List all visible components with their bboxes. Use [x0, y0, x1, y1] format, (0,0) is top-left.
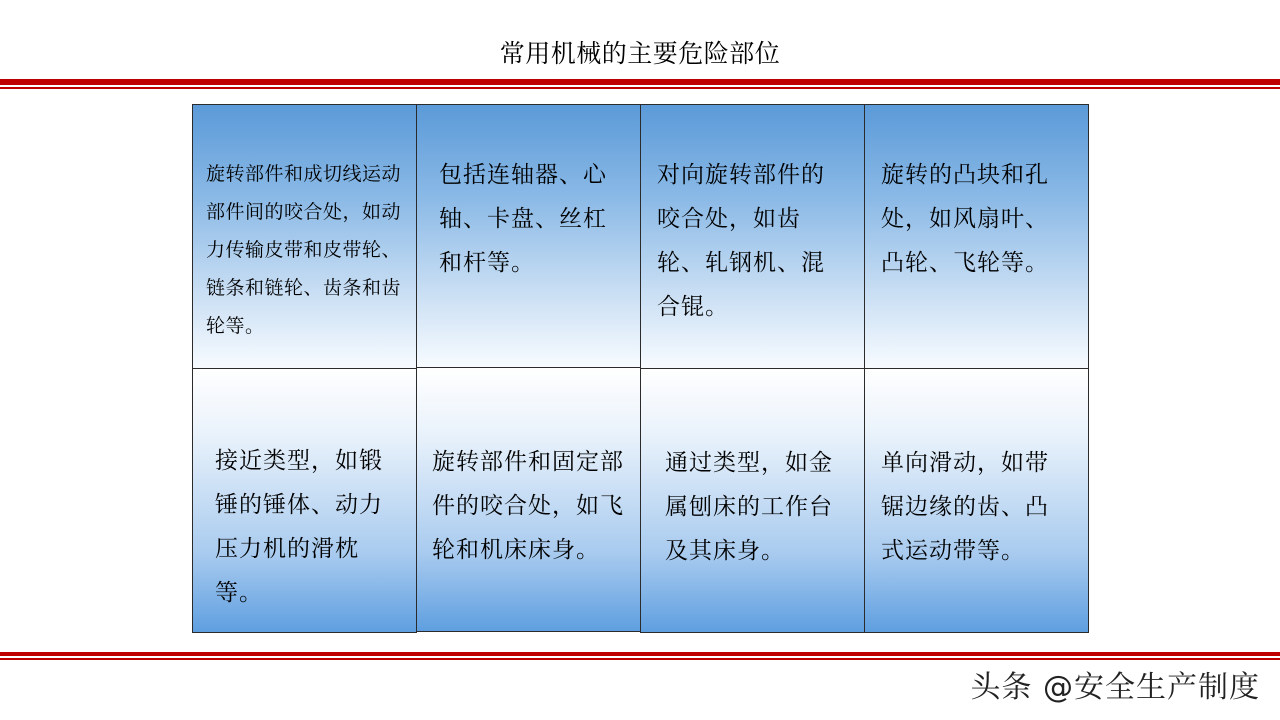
bottom-divider [0, 652, 1280, 660]
hazard-cell-8 [864, 368, 1089, 633]
hazard-cell-6 [416, 367, 641, 632]
hazard-cell-5 [192, 368, 417, 633]
hazard-cell-text: 旋转部件和固定部件的咬合处，如飞轮和机床床身。 [432, 449, 624, 563]
hazard-cell-4 [864, 104, 1089, 369]
hazard-cell-1 [192, 104, 417, 369]
hazard-cell-2 [416, 104, 641, 368]
source-watermark: 头条 @安全生产制度 [970, 670, 1260, 705]
hazard-cell-text: 包括连轴器、心轴、卡盘、丝杠和杆等。 [439, 162, 607, 276]
hazard-cell-7 [640, 368, 865, 633]
hazard-cell-3 [640, 104, 865, 369]
hazard-cell-text: 通过类型，如金属刨床的工作台及其床身。 [665, 450, 833, 564]
hazard-cell-text: 单向滑动，如带锯边缘的齿、凸式运动带等。 [881, 450, 1049, 564]
hazard-cell-text: 对向旋转部件的咬合处，如齿轮、轧钢机、混合锟。 [657, 162, 825, 320]
page-title: 常用机械的主要危险部位 [499, 39, 781, 68]
hazard-cell-text: 旋转的凸块和孔处，如风扇叶、凸轮、飞轮等。 [881, 162, 1049, 276]
hazard-cell-text: 接近类型，如锻锤的锤体、动力压力机的滑枕等。 [215, 448, 383, 606]
hazard-cell-text: 旋转部件和成切线运动部件间的咬合处，如动力传输皮带和皮带轮、链条和链轮、齿条和齿轮等。 [206, 163, 402, 337]
